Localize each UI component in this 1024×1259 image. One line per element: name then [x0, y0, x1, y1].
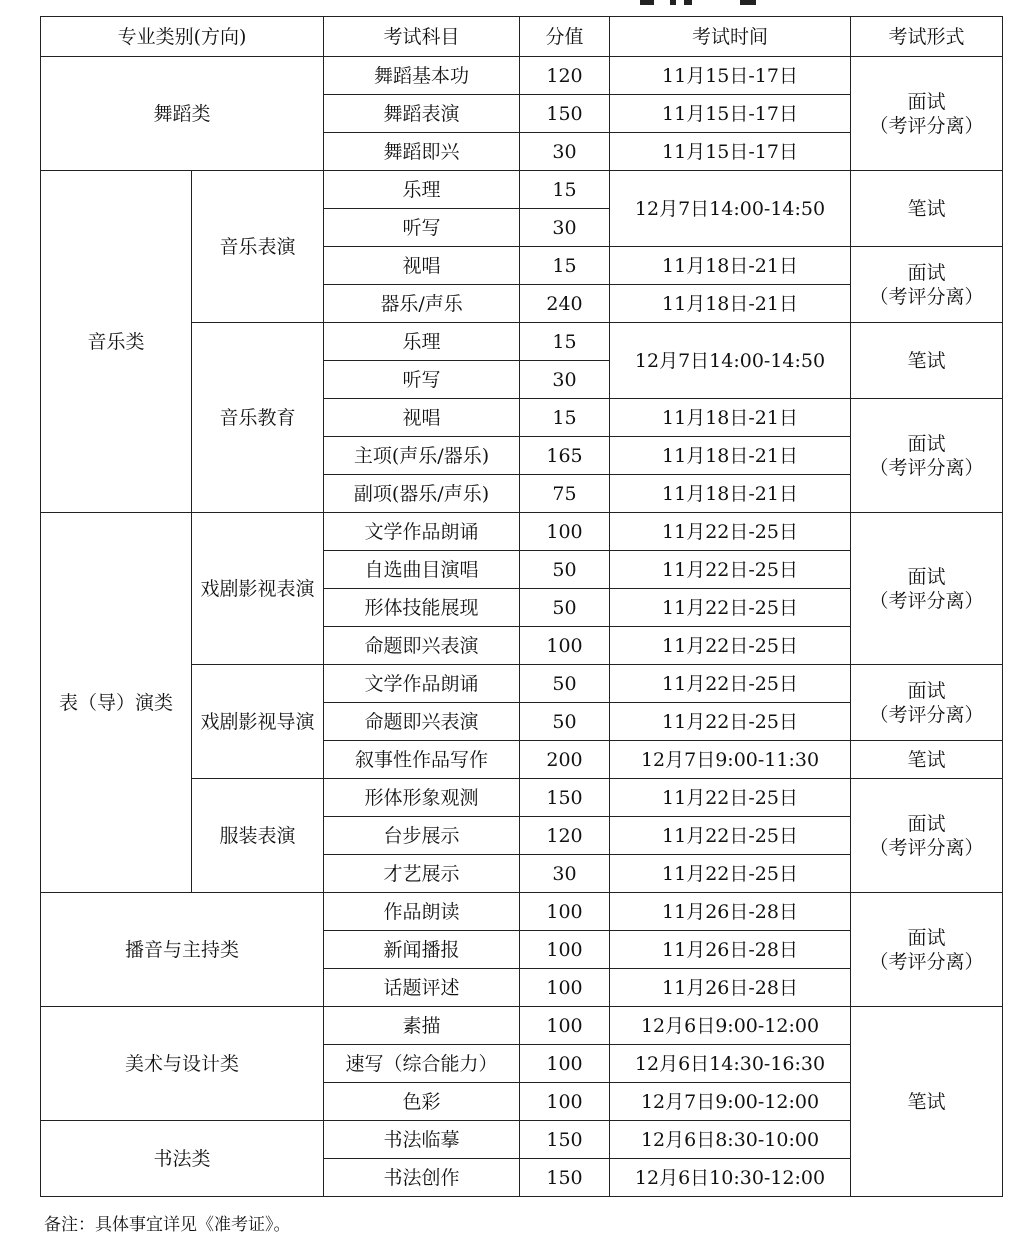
time-cell: 11月18日-21日: [610, 247, 851, 285]
score-cell: 75: [520, 475, 610, 513]
subject-cell: 听写: [324, 361, 520, 399]
cropped-title-fragment: [640, 0, 760, 5]
time-cell: 12月6日9:00-12:00: [610, 1007, 851, 1045]
score-cell: 100: [520, 513, 610, 551]
time-cell: 11月18日-21日: [610, 399, 851, 437]
format-interview: 面试: [907, 432, 946, 455]
subject-cell: 文学作品朗诵: [324, 665, 520, 703]
subject-cell: 台步展示: [324, 817, 520, 855]
format-interview: 面试: [907, 261, 946, 284]
score-cell: 100: [520, 1007, 610, 1045]
score-cell: 50: [520, 665, 610, 703]
score-cell: 30: [520, 361, 610, 399]
header-subject: 考试科目: [324, 17, 520, 57]
category-dance: 舞蹈类: [41, 57, 324, 171]
time-cell: 11月15日-17日: [610, 95, 851, 133]
exam-schedule-table: [40, 16, 1003, 1197]
table-row: [41, 57, 1003, 95]
subject-cell: 舞蹈表演: [324, 95, 520, 133]
format-cell: [851, 513, 1003, 665]
time-cell: 11月22日-25日: [610, 817, 851, 855]
subject-cell: 才艺展示: [324, 855, 520, 893]
subject-cell: 形体技能展现: [324, 589, 520, 627]
score-cell: 240: [520, 285, 610, 323]
direction-music-performance: 音乐表演: [192, 171, 324, 323]
score-cell: 100: [520, 893, 610, 931]
header-format: 考试形式: [851, 17, 1003, 57]
subject-cell: 视唱: [324, 247, 520, 285]
category-art: 美术与设计类: [41, 1007, 324, 1121]
footnote: 备注：具体事宜详见《准考证》。: [44, 1215, 291, 1235]
subject-cell: 书法临摹: [324, 1121, 520, 1159]
direction-drama-performance: 戏剧影视表演: [192, 513, 324, 665]
time-cell: 11月15日-17日: [610, 133, 851, 171]
score-cell: 100: [520, 969, 610, 1007]
category-acting: 表（导）演类: [41, 513, 192, 893]
time-cell: 12月7日9:00-11:30: [610, 741, 851, 779]
time-cell: 12月7日14:00-14:50: [610, 171, 851, 247]
header-score: 分值: [520, 17, 610, 57]
format-cell: [851, 893, 1003, 1007]
format-interview-note: （考评分离）: [869, 703, 984, 726]
table-row: [41, 171, 1003, 209]
time-cell: 11月26日-28日: [610, 969, 851, 1007]
time-cell: 11月22日-25日: [610, 855, 851, 893]
format-interview-note: （考评分离）: [869, 836, 984, 859]
score-cell: 50: [520, 589, 610, 627]
category-music: 音乐类: [41, 171, 192, 513]
score-cell: 100: [520, 1045, 610, 1083]
subject-cell: 叙事性作品写作: [324, 741, 520, 779]
subject-cell: 命题即兴表演: [324, 703, 520, 741]
score-cell: 100: [520, 1083, 610, 1121]
direction-drama-directing: 戏剧影视导演: [192, 665, 324, 779]
subject-cell: 乐理: [324, 171, 520, 209]
subject-cell: 新闻播报: [324, 931, 520, 969]
time-cell: 12月6日10:30-12:00: [610, 1159, 851, 1197]
format-interview-note: （考评分离）: [869, 950, 984, 973]
subject-cell: 形体形象观测: [324, 779, 520, 817]
time-cell: 12月7日14:00-14:50: [610, 323, 851, 399]
format-cell: [851, 399, 1003, 513]
subject-cell: 副项(器乐/声乐): [324, 475, 520, 513]
subject-cell: 命题即兴表演: [324, 627, 520, 665]
subject-cell: 主项(声乐/器乐): [324, 437, 520, 475]
format-interview: 面试: [907, 926, 946, 949]
format-written: 笔试: [851, 1007, 1003, 1197]
format-interview: 面试: [907, 90, 946, 113]
score-cell: 30: [520, 855, 610, 893]
time-cell: 11月15日-17日: [610, 57, 851, 95]
time-cell: 11月22日-25日: [610, 589, 851, 627]
score-cell: 30: [520, 209, 610, 247]
time-cell: 11月22日-25日: [610, 779, 851, 817]
time-cell: 11月26日-28日: [610, 893, 851, 931]
time-cell: 11月22日-25日: [610, 513, 851, 551]
time-cell: 11月18日-21日: [610, 285, 851, 323]
score-cell: 15: [520, 399, 610, 437]
direction-fashion: 服装表演: [192, 779, 324, 893]
category-broadcast: 播音与主持类: [41, 893, 324, 1007]
subject-cell: 自选曲目演唱: [324, 551, 520, 589]
subject-cell: 速写（综合能力）: [324, 1045, 520, 1083]
format-interview-note: （考评分离）: [869, 456, 984, 479]
format-written: 笔试: [851, 741, 1003, 779]
subject-cell: 视唱: [324, 399, 520, 437]
subject-cell: 听写: [324, 209, 520, 247]
format-cell: [851, 57, 1003, 171]
subject-cell: 书法创作: [324, 1159, 520, 1197]
score-cell: 120: [520, 57, 610, 95]
time-cell: 12月7日9:00-12:00: [610, 1083, 851, 1121]
table-row: [41, 1007, 1003, 1045]
score-cell: 120: [520, 817, 610, 855]
subject-cell: 作品朗读: [324, 893, 520, 931]
subject-cell: 器乐/声乐: [324, 285, 520, 323]
format-cell: [851, 665, 1003, 741]
subject-cell: 话题评述: [324, 969, 520, 1007]
subject-cell: 素描: [324, 1007, 520, 1045]
score-cell: 150: [520, 1159, 610, 1197]
score-cell: 100: [520, 931, 610, 969]
score-cell: 15: [520, 247, 610, 285]
format-cell: [851, 247, 1003, 323]
time-cell: 11月22日-25日: [610, 665, 851, 703]
score-cell: 15: [520, 323, 610, 361]
format-interview: 面试: [907, 565, 946, 588]
score-cell: 30: [520, 133, 610, 171]
format-interview: 面试: [907, 679, 946, 702]
time-cell: 11月22日-25日: [610, 627, 851, 665]
time-cell: 11月18日-21日: [610, 475, 851, 513]
score-cell: 50: [520, 551, 610, 589]
score-cell: 200: [520, 741, 610, 779]
score-cell: 150: [520, 1121, 610, 1159]
header-time: 考试时间: [610, 17, 851, 57]
time-cell: 11月26日-28日: [610, 931, 851, 969]
header-row: [41, 17, 1003, 57]
time-cell: 11月18日-21日: [610, 437, 851, 475]
subject-cell: 色彩: [324, 1083, 520, 1121]
format-interview-note: （考评分离）: [869, 285, 984, 308]
time-cell: 11月22日-25日: [610, 703, 851, 741]
score-cell: 165: [520, 437, 610, 475]
format-interview-note: （考评分离）: [869, 114, 984, 137]
score-cell: 15: [520, 171, 610, 209]
score-cell: 50: [520, 703, 610, 741]
direction-music-education: 音乐教育: [192, 323, 324, 513]
time-cell: 11月22日-25日: [610, 551, 851, 589]
score-cell: 150: [520, 95, 610, 133]
format-interview: 面试: [907, 812, 946, 835]
score-cell: 100: [520, 627, 610, 665]
category-calligraphy: 书法类: [41, 1121, 324, 1197]
format-written: 笔试: [851, 171, 1003, 247]
table-row: [41, 893, 1003, 931]
score-cell: 150: [520, 779, 610, 817]
format-written: 笔试: [851, 323, 1003, 399]
subject-cell: 舞蹈基本功: [324, 57, 520, 95]
time-cell: 12月6日14:30-16:30: [610, 1045, 851, 1083]
time-cell: 12月6日8:30-10:00: [610, 1121, 851, 1159]
format-interview-note: （考评分离）: [869, 589, 984, 612]
subject-cell: 文学作品朗诵: [324, 513, 520, 551]
subject-cell: 乐理: [324, 323, 520, 361]
header-category: 专业类别(方向): [41, 17, 324, 57]
table-row: [41, 513, 1003, 551]
format-cell: [851, 779, 1003, 893]
subject-cell: 舞蹈即兴: [324, 133, 520, 171]
